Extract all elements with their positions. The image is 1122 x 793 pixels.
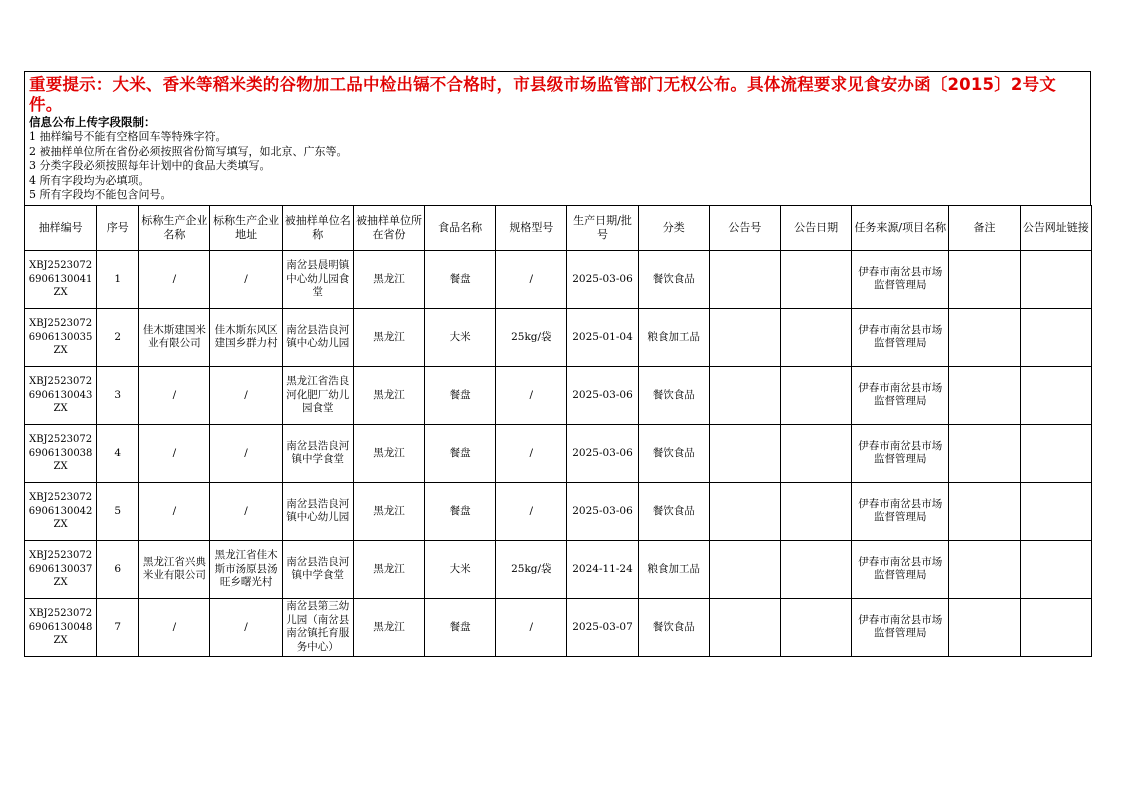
table-row: [25, 366, 1092, 424]
food-name-cell: 大米: [425, 308, 496, 366]
column-header: 食品名称: [425, 205, 496, 250]
notice-number-cell: [709, 308, 780, 366]
food-name-cell: 餐盘: [425, 366, 496, 424]
category-cell: 粮食加工品: [638, 540, 709, 598]
production-date-cell: 2025-03-06: [567, 482, 638, 540]
production-date-cell: 2025-01-04: [567, 308, 638, 366]
manufacturer-address-cell: 佳木斯东风区建国乡群力村: [210, 308, 282, 366]
sample-code-cell: XBJ25230726906130043ZX: [25, 366, 97, 424]
notice-date-cell: [780, 598, 851, 656]
sampled-unit-cell: 南岔县浩良河镇中心幼儿园: [282, 482, 353, 540]
column-header: 公告日期: [780, 205, 851, 250]
notice-link-cell: [1020, 424, 1091, 482]
task-source-cell: 伊春市南岔县市场监督管理局: [852, 540, 949, 598]
notice-date-cell: [780, 482, 851, 540]
notice-date-cell: [780, 308, 851, 366]
column-header: 公告号: [709, 205, 780, 250]
spec-cell: /: [496, 424, 567, 482]
food-name-cell: 餐盘: [425, 424, 496, 482]
rule-item: 5 所有字段均不能包含问号。: [29, 188, 172, 202]
notice-box: [24, 71, 1091, 205]
task-source-cell: 伊春市南岔县市场监督管理局: [852, 308, 949, 366]
food-name-cell: 餐盘: [425, 250, 496, 308]
serial-number-cell: 6: [97, 540, 139, 598]
category-cell: 粮食加工品: [638, 308, 709, 366]
task-source-cell: 伊春市南岔县市场监督管理局: [852, 424, 949, 482]
column-header: 任务来源/项目名称: [852, 205, 949, 250]
important-notice: 重要提示：大米、香米等稻米类的谷物加工品中检出镉不合格时，市县级市场监管部门无权公布。具体流程要求见食安办函〔2015〕2号文件。: [29, 75, 1057, 114]
province-cell: 黑龙江: [353, 424, 424, 482]
sampled-unit-cell: 南岔县浩良河镇中学食堂: [282, 540, 353, 598]
sample-code-cell: XBJ25230726906130038ZX: [25, 424, 97, 482]
province-cell: 黑龙江: [353, 250, 424, 308]
province-cell: 黑龙江: [353, 366, 424, 424]
notice-number-cell: [709, 482, 780, 540]
rule-item: 2 被抽样单位所在省份必须按照省份简写填写，如北京、广东等。: [29, 144, 348, 158]
sampled-unit-cell: 黑龙江省浩良河化肥厂幼儿园食堂: [282, 366, 353, 424]
sample-code-cell: XBJ25230726906130048ZX: [25, 598, 97, 656]
sampled-unit-cell: 南岔县浩良河镇中学食堂: [282, 424, 353, 482]
task-source-cell: 伊春市南岔县市场监督管理局: [852, 482, 949, 540]
table-header-row: [25, 205, 1092, 250]
notice-number-cell: [709, 366, 780, 424]
column-header: 标称生产企业地址: [210, 205, 282, 250]
manufacturer-name-cell: 黑龙江省兴典米业有限公司: [139, 540, 210, 598]
sample-code-cell: XBJ25230726906130037ZX: [25, 540, 97, 598]
notice-link-cell: [1020, 598, 1091, 656]
category-cell: 餐饮食品: [638, 598, 709, 656]
province-cell: 黑龙江: [353, 308, 424, 366]
column-header: 规格型号: [496, 205, 567, 250]
task-source-cell: 伊春市南岔县市场监督管理局: [852, 366, 949, 424]
column-header: 备注: [949, 205, 1020, 250]
column-header: 分类: [638, 205, 709, 250]
serial-number-cell: 2: [97, 308, 139, 366]
notice-date-cell: [780, 366, 851, 424]
rule-item: 1 抽样编号不能有空格回车等特殊字符。: [29, 130, 227, 143]
notice-number-cell: [709, 598, 780, 656]
column-header: 序号: [97, 205, 139, 250]
table-row: [25, 308, 1092, 366]
column-header: 被抽样单位所在省份: [353, 205, 424, 250]
manufacturer-name-cell: /: [139, 598, 210, 656]
manufacturer-name-cell: /: [139, 424, 210, 482]
column-header: 被抽样单位名称: [282, 205, 353, 250]
notice-link-cell: [1020, 482, 1091, 540]
sample-code-cell: XBJ25230726906130042ZX: [25, 482, 97, 540]
column-header: 抽样编号: [25, 205, 97, 250]
production-date-cell: 2025-03-07: [567, 598, 638, 656]
notice-link-cell: [1020, 250, 1091, 308]
manufacturer-name-cell: /: [139, 366, 210, 424]
rule-item: 4 所有字段均为必填项。: [29, 173, 150, 187]
table-row: [25, 424, 1092, 482]
category-cell: 餐饮食品: [638, 482, 709, 540]
remark-cell: [949, 366, 1020, 424]
sample-code-cell: XBJ25230726906130035ZX: [25, 308, 97, 366]
sampled-unit-cell: 南岔县第三幼儿园（南岔县南岔镇托育服务中心）: [282, 598, 353, 656]
production-date-cell: 2025-03-06: [567, 366, 638, 424]
notice-number-cell: [709, 424, 780, 482]
manufacturer-name-cell: /: [139, 250, 210, 308]
manufacturer-address-cell: 黑龙江省佳木斯市汤原县汤旺乡曙光村: [210, 540, 282, 598]
table-row: [25, 250, 1092, 308]
column-header: 标称生产企业名称: [139, 205, 210, 250]
spec-cell: 25kg/袋: [496, 540, 567, 598]
manufacturer-name-cell: 佳木斯建国米业有限公司: [139, 308, 210, 366]
notice-link-cell: [1020, 308, 1091, 366]
category-cell: 餐饮食品: [638, 366, 709, 424]
remark-cell: [949, 424, 1020, 482]
column-header: 公告网址链接: [1020, 205, 1091, 250]
category-cell: 餐饮食品: [638, 250, 709, 308]
remark-cell: [949, 308, 1020, 366]
province-cell: 黑龙江: [353, 482, 424, 540]
task-source-cell: 伊春市南岔县市场监督管理局: [852, 250, 949, 308]
manufacturer-address-cell: /: [210, 482, 282, 540]
task-source-cell: 伊春市南岔县市场监督管理局: [852, 598, 949, 656]
remark-cell: [949, 598, 1020, 656]
manufacturer-address-cell: /: [210, 424, 282, 482]
sampling-results-table: [24, 205, 1092, 657]
rule-item: 3 分类字段必须按照每年计划中的食品大类填写。: [29, 159, 271, 173]
remark-cell: [949, 482, 1020, 540]
serial-number-cell: 7: [97, 598, 139, 656]
notice-link-cell: [1020, 540, 1091, 598]
food-name-cell: 餐盘: [425, 598, 496, 656]
spec-cell: /: [496, 482, 567, 540]
serial-number-cell: 4: [97, 424, 139, 482]
category-cell: 餐饮食品: [638, 424, 709, 482]
production-date-cell: 2025-03-06: [567, 424, 638, 482]
manufacturer-address-cell: /: [210, 598, 282, 656]
notice-date-cell: [780, 540, 851, 598]
spec-cell: /: [496, 250, 567, 308]
table-row: [25, 598, 1092, 656]
spec-cell: 25kg/袋: [496, 308, 567, 366]
table-row: [25, 540, 1092, 598]
sampled-unit-cell: 南岔县晨明镇中心幼儿园食堂: [282, 250, 353, 308]
production-date-cell: 2024-11-24: [567, 540, 638, 598]
sample-code-cell: XBJ25230726906130041ZX: [25, 250, 97, 308]
notice-link-cell: [1020, 366, 1091, 424]
production-date-cell: 2025-03-06: [567, 250, 638, 308]
food-name-cell: 餐盘: [425, 482, 496, 540]
remark-cell: [949, 250, 1020, 308]
serial-number-cell: 3: [97, 366, 139, 424]
rules-title: 信息公布上传字段限制：: [29, 115, 156, 129]
sampled-unit-cell: 南岔县浩良河镇中心幼儿园: [282, 308, 353, 366]
spec-cell: /: [496, 598, 567, 656]
table-row: [25, 482, 1092, 540]
province-cell: 黑龙江: [353, 540, 424, 598]
manufacturer-address-cell: /: [210, 250, 282, 308]
province-cell: 黑龙江: [353, 598, 424, 656]
notice-number-cell: [709, 540, 780, 598]
notice-number-cell: [709, 250, 780, 308]
notice-date-cell: [780, 250, 851, 308]
serial-number-cell: 1: [97, 250, 139, 308]
column-header: 生产日期/批号: [567, 205, 638, 250]
spec-cell: /: [496, 366, 567, 424]
remark-cell: [949, 540, 1020, 598]
manufacturer-name-cell: /: [139, 482, 210, 540]
manufacturer-address-cell: /: [210, 366, 282, 424]
serial-number-cell: 5: [97, 482, 139, 540]
notice-date-cell: [780, 424, 851, 482]
food-name-cell: 大米: [425, 540, 496, 598]
spreadsheet-page: [24, 71, 1091, 657]
